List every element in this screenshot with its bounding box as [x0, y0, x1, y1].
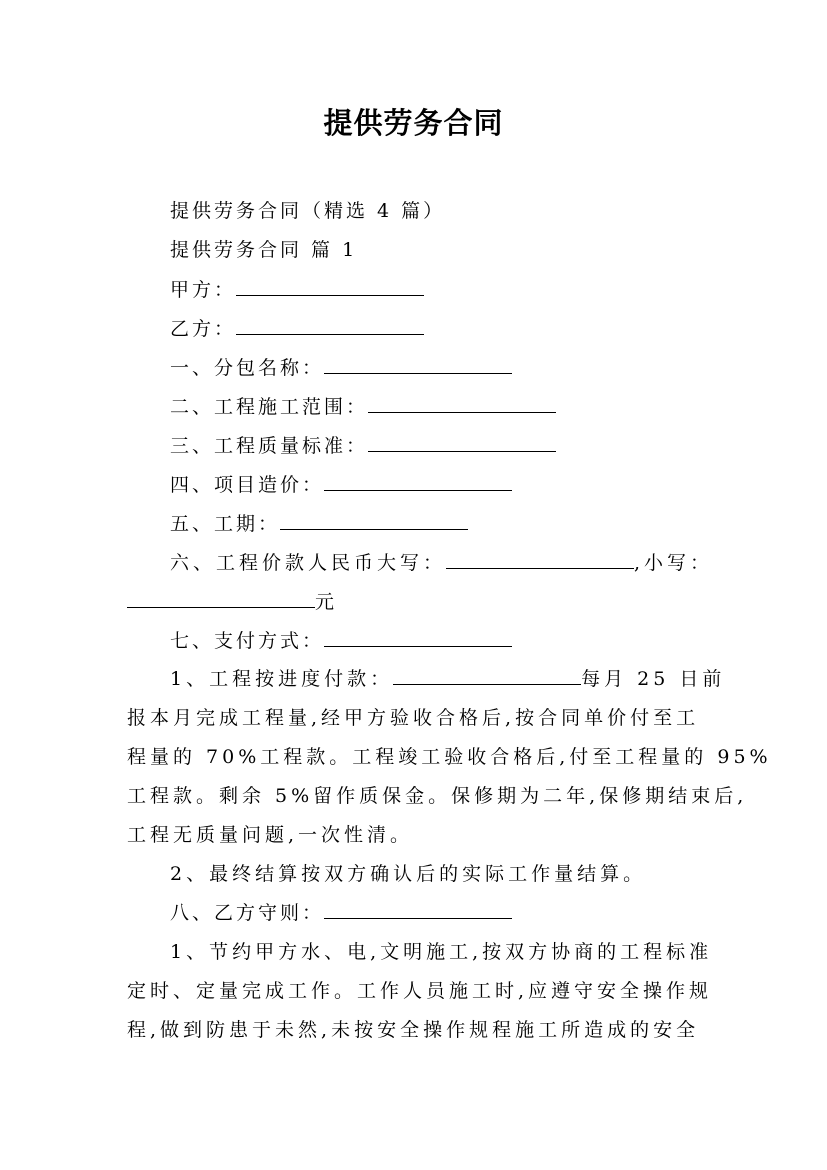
clause-text: 1、工程按进度付款： — [170, 668, 394, 690]
item-blank — [324, 900, 512, 919]
currency-unit: 元 — [315, 591, 335, 613]
item-blank — [324, 628, 512, 647]
paragraph-line: 定时、定量完成工作。工作人员施工时,应遵守安全操作规 — [127, 980, 713, 1002]
paragraph-line: 程量的 70%工程款。工程竣工验收合格后,付至工程量的 95% — [127, 746, 772, 768]
amount-lower-blank — [127, 589, 315, 608]
party-b-label: 乙方： — [170, 318, 237, 340]
document-title: 提供劳务合同 — [323, 106, 504, 140]
item-payment-method — [170, 628, 512, 654]
payment-clause-1 — [170, 666, 725, 692]
item-price-amount-cont — [127, 589, 334, 615]
item-label: 一、分包名称： — [170, 357, 325, 379]
amount-lower-label: ,小写： — [634, 552, 714, 574]
paragraph-line: 报本月完成工程量,经甲方验收合格后,按合同单价付至工 — [127, 707, 700, 729]
item-quality-standard — [170, 433, 556, 459]
item-label: 八、乙方守则： — [170, 902, 325, 924]
payment-clause-2: 2、最终结算按双方确认后的实际工作量结算。 — [170, 863, 647, 885]
document-subtitle: 提供劳务合同（精选 4 篇） — [170, 200, 446, 222]
item-construction-scope — [170, 394, 556, 420]
party-b-line — [170, 316, 424, 342]
item-subcontract-name — [170, 355, 512, 381]
item-price-amount — [170, 550, 713, 576]
item-project-cost — [170, 472, 512, 498]
item-blank — [368, 394, 556, 413]
party-a-line — [170, 277, 424, 303]
item-label: 三、工程质量标准： — [170, 435, 369, 457]
rule-clause-1: 1、节约甲方水、电,文明施工,按双方协商的工程标准 — [170, 941, 713, 963]
paragraph-line: 程,做到防患于未然,未按安全操作规程施工所造成的安全 — [127, 1019, 700, 1041]
item-duration — [170, 511, 468, 537]
item-blank — [324, 472, 512, 491]
party-b-blank — [236, 316, 424, 335]
item-blank — [368, 433, 556, 452]
paragraph-line: 工程款。剩余 5%留作质保金。保修期为二年,保修期结束后, — [127, 785, 748, 807]
section-heading: 提供劳务合同 篇 1 — [170, 239, 358, 261]
item-label: 六、工程价款人民币大写： — [170, 552, 447, 574]
party-a-label: 甲方： — [170, 279, 237, 301]
item-label: 七、支付方式： — [170, 630, 325, 652]
item-label: 二、工程施工范围： — [170, 396, 369, 418]
party-a-blank — [236, 277, 424, 296]
item-blank — [324, 355, 512, 374]
clause-text: 每月 25 日前 — [581, 668, 726, 690]
clause-blank — [393, 666, 581, 685]
item-label: 四、项目造价： — [170, 474, 325, 496]
amount-upper-blank — [446, 550, 634, 569]
paragraph-line: 工程无质量问题,一次性清。 — [127, 824, 414, 846]
item-label: 五、工期： — [170, 513, 281, 535]
item-blank — [280, 511, 468, 530]
item-party-b-rules — [170, 900, 512, 926]
